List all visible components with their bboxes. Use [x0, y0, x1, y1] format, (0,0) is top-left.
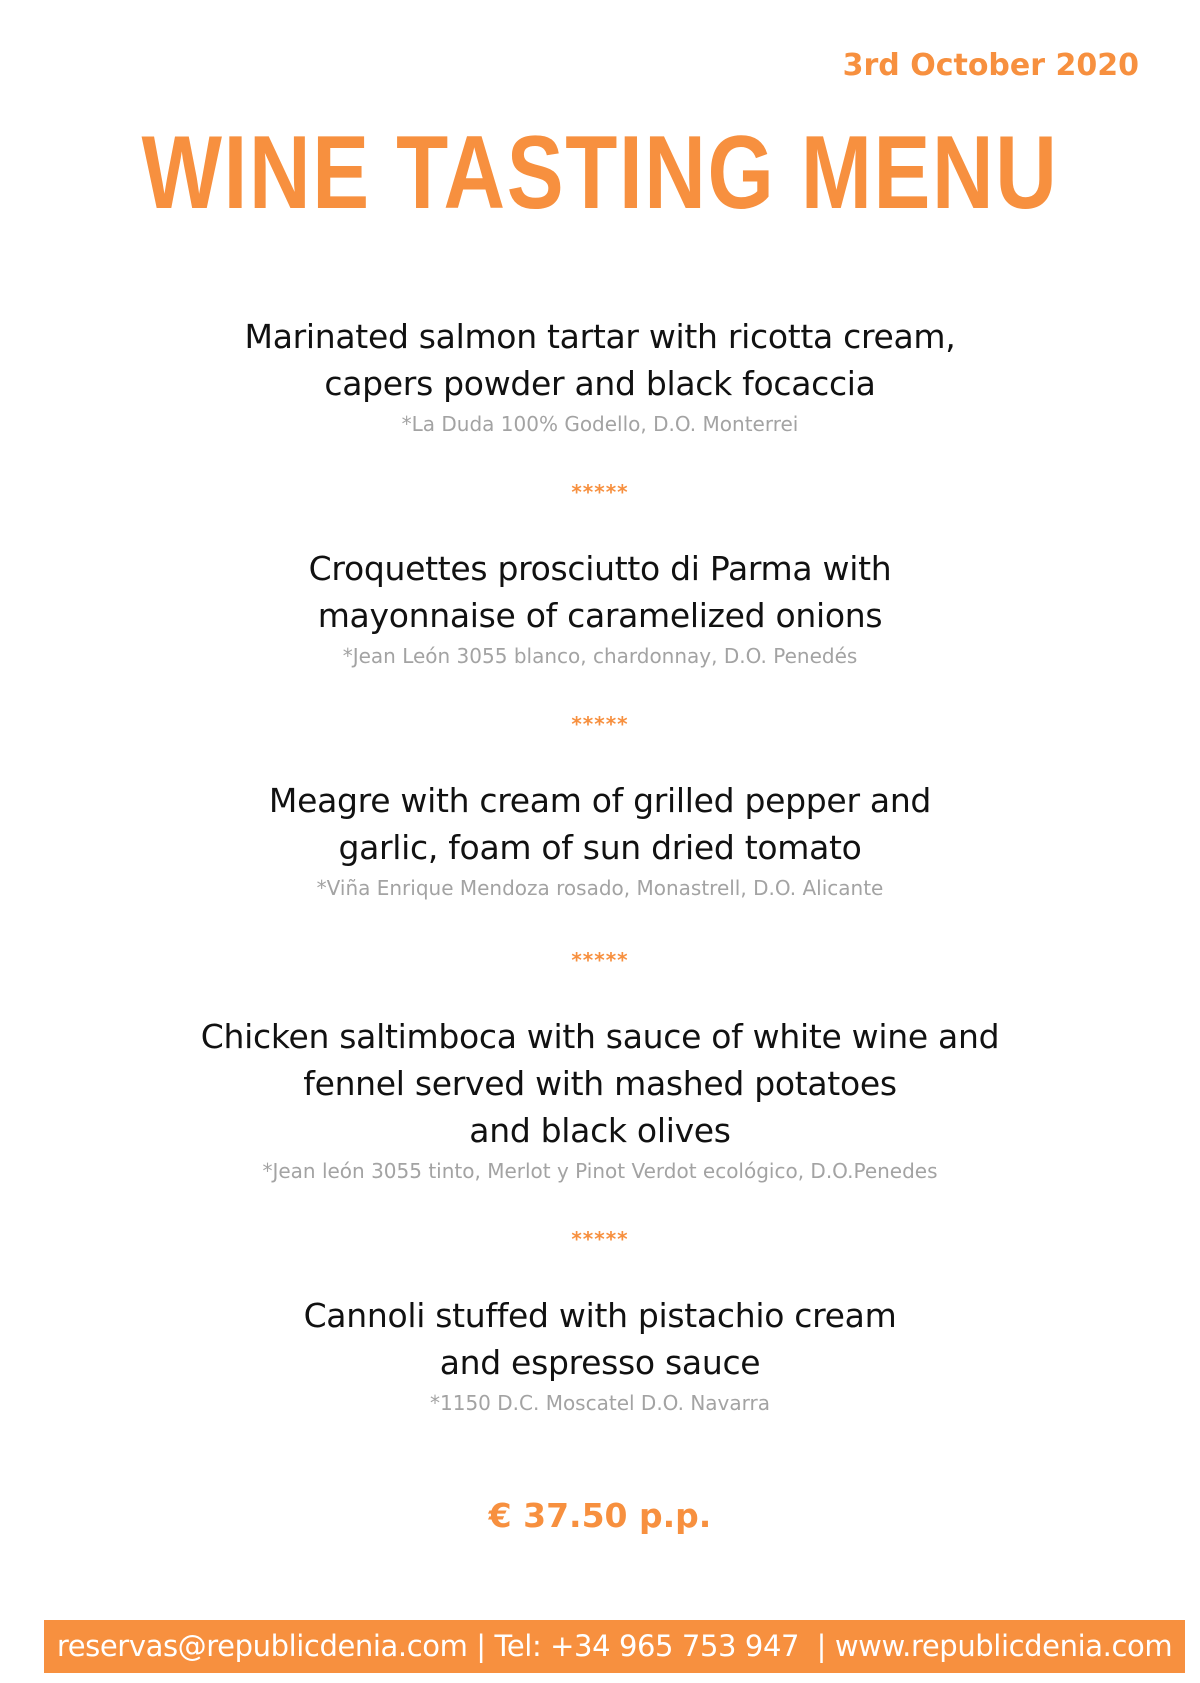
wine-pairing: *Viña Enrique Mendoza rosado, Monastrell, D.O. Alicante — [316, 876, 884, 900]
course-item — [0, 1013, 1200, 1186]
course-separator: ***** — [571, 480, 629, 504]
wine-pairing: *La Duda 100% Godello, D.O. Monterrei — [401, 412, 799, 436]
wine-pairing: *Jean león 3055 tinto, Merlot y Pinot Verdot ecológico, D.O.Penedes — [262, 1159, 938, 1183]
course-item — [0, 545, 1200, 671]
dish-name: Marinated salmon tartar with ricotta cream, capers powder and black focaccia — [244, 317, 956, 403]
course-list — [0, 313, 1200, 1418]
dish-name: Croquettes prosciutto di Parma with mayonnaise of caramelized onions — [308, 549, 892, 635]
wine-pairing: *1150 D.C. Moscatel D.O. Navarra — [430, 1391, 770, 1415]
course-separator: ***** — [571, 1227, 629, 1251]
contact-footer: reservas@republicdenia.com | Tel: +34 965 753 947 | www.republicdenia.com — [44, 1620, 1185, 1673]
course-separator: ***** — [571, 948, 629, 972]
dish-name: Meagre with cream of grilled pepper and garlic, foam of sun dried tomato — [268, 781, 932, 867]
course-item — [0, 313, 1200, 439]
dish-name: Cannoli stuffed with pistachio cream and espresso sauce — [303, 1296, 897, 1382]
menu-date: 3rd October 2020 — [842, 48, 1139, 83]
dish-name: Chicken saltimboca with sauce of white wine and fennel served with mashed potatoes and black olives — [200, 1017, 1000, 1150]
wine-pairing: *Jean León 3055 blanco, chardonnay, D.O. Penedés — [342, 644, 858, 668]
menu-title: WINE TASTING MENU — [141, 115, 1059, 231]
menu-price: € 37.50 p.p. — [488, 1496, 712, 1535]
course-separator: ***** — [571, 712, 629, 736]
course-item — [0, 1292, 1200, 1418]
course-item — [0, 777, 1200, 903]
